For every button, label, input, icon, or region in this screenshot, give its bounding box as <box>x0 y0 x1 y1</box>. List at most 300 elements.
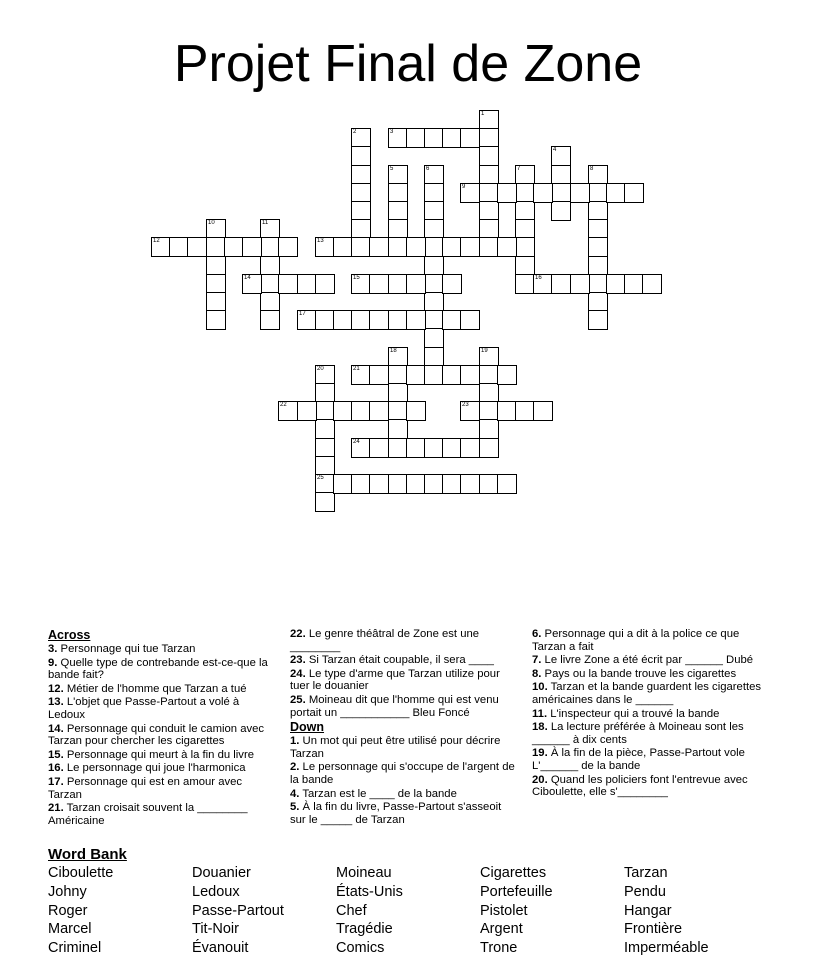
crossword-cell[interactable] <box>369 474 389 494</box>
crossword-cell[interactable] <box>479 438 499 458</box>
word-bank-title: Word Bank <box>48 846 127 863</box>
clue-item <box>48 657 276 682</box>
clue-item <box>48 749 276 762</box>
crossword-cell[interactable] <box>588 183 608 203</box>
crossword-cell[interactable] <box>297 401 317 421</box>
word-bank-word: Roger <box>48 902 88 919</box>
crossword-cell[interactable] <box>388 310 408 330</box>
crossword-cell[interactable] <box>260 274 280 294</box>
crossword-cell[interactable] <box>315 383 335 403</box>
word-bank-word: États-Unis <box>336 883 403 900</box>
clue-number-label: 17. <box>48 775 64 788</box>
crossword-cell[interactable] <box>388 237 408 257</box>
crossword-cell[interactable] <box>351 310 371 330</box>
clue-number-label: 23. <box>290 654 306 667</box>
word-bank-word: Tarzan <box>624 865 668 881</box>
crossword-cell[interactable] <box>551 183 571 203</box>
crossword-cell[interactable] <box>515 219 535 239</box>
crossword-cell[interactable] <box>315 310 335 330</box>
word-bank-word: Évanouit <box>192 940 249 957</box>
crossword-cell[interactable] <box>369 237 389 257</box>
clue-column-2 <box>290 628 518 827</box>
crossword-cell[interactable] <box>242 274 262 294</box>
crossword-cell[interactable] <box>588 274 608 294</box>
clue-number: 21 <box>353 366 360 372</box>
crossword-cell[interactable] <box>315 438 335 458</box>
crossword-cell[interactable] <box>479 474 499 494</box>
clue-number: 10 <box>208 220 215 226</box>
crossword-cell[interactable] <box>406 310 426 330</box>
word-bank-word: Argent <box>480 921 523 938</box>
crossword-cell[interactable] <box>479 401 499 421</box>
clue-column-1 <box>48 628 276 828</box>
crossword-cell[interactable] <box>515 201 535 221</box>
clue-text: Le personnage qui joue l'harmonica <box>63 762 246 775</box>
clue-text: Le type d'arme que Tarzan utilize pour tuer le douanier <box>290 667 500 693</box>
clue-text: L'objet que Passe-Partout a volé à Ledoux <box>48 696 240 721</box>
crossword-cell[interactable] <box>442 310 462 330</box>
crossword-cell[interactable] <box>278 274 298 294</box>
clue-number: 12 <box>153 238 160 244</box>
crossword-cell[interactable] <box>570 274 590 294</box>
crossword-cell[interactable] <box>206 256 226 276</box>
clue-number-label: 5. <box>290 801 300 814</box>
crossword-cell[interactable] <box>388 365 408 385</box>
crossword-cell[interactable] <box>224 237 244 257</box>
crossword-cell[interactable] <box>424 128 444 148</box>
crossword-cell[interactable] <box>206 237 226 257</box>
clue-number-label: 14. <box>48 722 64 735</box>
crossword-cell[interactable] <box>515 401 535 421</box>
crossword-cell[interactable] <box>388 347 408 367</box>
crossword-cell[interactable] <box>424 201 444 221</box>
crossword-cell[interactable] <box>315 237 335 257</box>
crossword-cell[interactable] <box>333 310 353 330</box>
clue-text: Le livre Zone a été écrit par ______ Dubé <box>541 654 754 667</box>
crossword-cell[interactable] <box>406 438 426 458</box>
clue-number: 23 <box>462 402 469 408</box>
crossword-cell[interactable] <box>424 292 444 312</box>
clue-number-label: 2. <box>290 761 300 774</box>
clue-number: 17 <box>299 311 306 317</box>
crossword-cell[interactable] <box>260 310 280 330</box>
clue-number-label: 9. <box>48 656 58 669</box>
crossword-cell[interactable] <box>424 474 444 494</box>
crossword-cell[interactable] <box>369 310 389 330</box>
crossword-cell[interactable] <box>442 128 462 148</box>
crossword-cell[interactable] <box>442 365 462 385</box>
crossword-cell[interactable] <box>479 365 499 385</box>
crossword-cell[interactable] <box>515 256 535 276</box>
clue-text: À la fin du livre, Passe-Partout s'asseoit sur le _____ de Tarzan <box>290 801 502 826</box>
crossword-cell[interactable] <box>351 128 371 148</box>
clue-item <box>290 654 518 667</box>
crossword-cell[interactable] <box>315 474 335 494</box>
clue-text: Si Tarzan était coupable, il sera ____ <box>305 654 494 667</box>
crossword-cell[interactable] <box>297 310 317 330</box>
crossword-cell[interactable] <box>588 237 608 257</box>
clue-number-label: 11. <box>532 707 548 720</box>
word-bank-word: Chef <box>336 902 367 919</box>
word-bank-word: Hangar <box>624 902 672 919</box>
clue-text: Tarzan est le ____ de la bande <box>299 787 457 800</box>
clue-number: 14 <box>244 275 251 281</box>
crossword-cell[interactable] <box>278 237 298 257</box>
crossword-cell[interactable] <box>333 401 353 421</box>
clue-number-label: 4. <box>290 787 300 800</box>
crossword-cell[interactable] <box>479 110 499 130</box>
word-bank-word: Imperméable <box>624 940 709 957</box>
clue-number: 19 <box>481 348 488 354</box>
crossword-cell[interactable] <box>351 165 371 185</box>
clue-text: L'inspecteur qui a trouvé la bande <box>547 707 720 720</box>
word-bank-word: Passe-Partout <box>192 902 284 919</box>
word-bank-column <box>48 864 113 958</box>
word-bank-word: Frontière <box>624 921 683 938</box>
crossword-cell[interactable] <box>479 165 499 185</box>
clue-number: 15 <box>353 275 360 281</box>
word-bank-column <box>336 864 403 958</box>
clue-item <box>290 628 518 653</box>
down-clues-b <box>532 628 764 799</box>
crossword-cell[interactable] <box>388 474 408 494</box>
crossword-cell[interactable] <box>624 183 644 203</box>
crossword-cell[interactable] <box>533 274 553 294</box>
crossword-cell[interactable] <box>424 438 444 458</box>
crossword-cell[interactable] <box>388 419 408 439</box>
crossword-cell[interactable] <box>351 401 371 421</box>
down-heading: Down <box>290 720 325 735</box>
clue-text: Quelle type de contrebande est-ce-que la bande fait? <box>48 656 268 682</box>
crossword-cell[interactable] <box>260 256 280 276</box>
crossword-cell[interactable] <box>315 401 335 421</box>
clue-number-label: 8. <box>532 667 542 680</box>
clue-number: 20 <box>317 366 324 372</box>
crossword-cell[interactable] <box>515 165 535 185</box>
crossword-cell[interactable] <box>206 274 226 294</box>
clue-item <box>532 774 764 799</box>
crossword-cell[interactable] <box>406 401 426 421</box>
crossword-cell[interactable] <box>260 292 280 312</box>
clue-text: Tarzan et la bande guardent les cigarettes américaines dans le ______ <box>532 681 762 706</box>
clue-text: Tarzan croisait souvent la ________ Américaine <box>48 802 248 827</box>
crossword-cell[interactable] <box>533 401 553 421</box>
crossword-cell[interactable] <box>460 438 480 458</box>
clue-item <box>48 802 276 827</box>
word-bank-word: Ciboulette <box>48 865 114 881</box>
crossword-cell[interactable] <box>460 474 480 494</box>
clue-number: 13 <box>317 238 324 244</box>
crossword-cell[interactable] <box>351 237 371 257</box>
word-bank-word: Tit-Noir <box>192 921 239 938</box>
crossword-cell[interactable] <box>588 201 608 221</box>
crossword-cell[interactable] <box>388 438 408 458</box>
crossword-cell[interactable] <box>479 383 499 403</box>
crossword-cell[interactable] <box>315 419 335 439</box>
crossword-cell[interactable] <box>497 237 517 257</box>
crossword-cell[interactable] <box>424 183 444 203</box>
clue-item <box>532 668 764 681</box>
crossword-cell[interactable] <box>369 274 389 294</box>
crossword-cell[interactable] <box>551 274 571 294</box>
clue-number-label: 10. <box>532 681 548 694</box>
clue-number-label: 22. <box>290 628 306 640</box>
crossword-cell[interactable] <box>479 419 499 439</box>
clue-item <box>48 643 276 656</box>
crossword-cell[interactable] <box>479 128 499 148</box>
clue-number-label: 25. <box>290 693 306 706</box>
crossword-cell[interactable] <box>187 237 207 257</box>
crossword-cell[interactable] <box>351 201 371 221</box>
clue-number-label: 15. <box>48 748 64 761</box>
word-bank-word: Tragédie <box>336 921 393 938</box>
clue-number: 7 <box>517 166 521 172</box>
crossword-cell[interactable] <box>460 128 480 148</box>
crossword-cell[interactable] <box>388 383 408 403</box>
clue-item <box>532 654 764 667</box>
crossword-cell[interactable] <box>442 474 462 494</box>
clue-item <box>48 762 276 775</box>
crossword-cell[interactable] <box>606 274 626 294</box>
clue-item <box>290 801 518 826</box>
clue-item <box>48 723 276 748</box>
word-bank-word: Criminel <box>48 940 102 957</box>
crossword-cell[interactable] <box>260 219 280 239</box>
crossword-cell[interactable] <box>460 365 480 385</box>
crossword-cell[interactable] <box>388 183 408 203</box>
crossword-cell[interactable] <box>479 201 499 221</box>
clue-number-label: 24. <box>290 667 306 680</box>
clue-number-label: 16. <box>48 762 64 775</box>
clue-column-3 <box>532 628 764 800</box>
clue-item <box>532 681 764 706</box>
clue-number-label: 1. <box>290 735 300 748</box>
crossword-cell[interactable] <box>497 183 517 203</box>
clue-text: Personnage qui a dit à la police ce que Tarzan a fait <box>532 628 740 653</box>
crossword-cell[interactable] <box>551 165 571 185</box>
across-clues-a <box>48 643 276 827</box>
crossword-cell[interactable] <box>315 274 335 294</box>
word-bank-word: Moineau <box>336 865 392 881</box>
clue-number: 25 <box>317 475 324 481</box>
clue-text: Le personnage qui s'occupe de l'argent de la bande <box>290 761 515 786</box>
crossword-cell[interactable] <box>351 438 371 458</box>
word-bank-word: Portefeuille <box>480 883 553 900</box>
clue-number: 1 <box>481 111 485 117</box>
crossword-cell[interactable] <box>406 474 426 494</box>
clue-number: 5 <box>390 166 394 172</box>
crossword-cell[interactable] <box>479 237 499 257</box>
crossword-cell[interactable] <box>588 165 608 185</box>
crossword-cell[interactable] <box>351 146 371 166</box>
clue-item <box>532 721 764 746</box>
crossword-cell[interactable] <box>551 201 571 221</box>
crossword-cell[interactable] <box>388 219 408 239</box>
clue-text: La lecture préférée à Moineau sont les ______ à dix cents <box>532 721 744 746</box>
crossword-cell[interactable] <box>424 310 444 330</box>
clue-number: 18 <box>390 348 397 354</box>
crossword-cell[interactable] <box>460 237 480 257</box>
crossword-cell[interactable] <box>297 274 317 294</box>
crossword-cell[interactable] <box>388 128 408 148</box>
crossword-cell[interactable] <box>424 256 444 276</box>
clue-number: 9 <box>462 184 466 190</box>
crossword-cell[interactable] <box>442 274 462 294</box>
crossword-cell[interactable] <box>388 201 408 221</box>
crossword-cell[interactable] <box>497 401 517 421</box>
clue-text: Personnage qui tue Tarzan <box>57 643 196 655</box>
clue-number-label: 6. <box>532 628 542 640</box>
word-bank-word: Trone <box>480 940 518 957</box>
crossword-cell[interactable] <box>351 274 371 294</box>
clue-item <box>290 761 518 786</box>
down-clues-a <box>290 735 518 826</box>
crossword-cell[interactable] <box>570 183 590 203</box>
crossword-cell[interactable] <box>369 365 389 385</box>
clue-number-label: 18. <box>532 721 548 734</box>
crossword-cell[interactable] <box>315 456 335 476</box>
crossword-cell[interactable] <box>442 237 462 257</box>
clue-number: 11 <box>262 220 269 226</box>
crossword-cell[interactable] <box>442 438 462 458</box>
clue-item <box>290 694 518 719</box>
crossword-cell[interactable] <box>406 365 426 385</box>
crossword-cell[interactable] <box>497 474 517 494</box>
clue-item <box>48 683 276 696</box>
clue-number: 16 <box>535 275 542 281</box>
crossword-cell[interactable] <box>460 401 480 421</box>
clue-text: Personnage qui conduit le camion avec Tarzan pour chercher les cigarettes <box>48 722 265 748</box>
crossword-cell[interactable] <box>424 219 444 239</box>
crossword-cell[interactable] <box>351 183 371 203</box>
clue-item <box>532 628 764 653</box>
word-bank-word: Cigarettes <box>480 865 547 881</box>
crossword-cell[interactable] <box>406 237 426 257</box>
crossword-cell[interactable] <box>260 237 280 257</box>
crossword-cell[interactable] <box>424 274 444 294</box>
clue-item <box>48 696 276 721</box>
crossword-cell[interactable] <box>642 274 662 294</box>
clue-number-label: 3. <box>48 643 58 655</box>
word-bank-word: Ledoux <box>192 883 240 900</box>
clue-number-label: 19. <box>532 747 548 760</box>
crossword-cell[interactable] <box>624 274 644 294</box>
crossword-cell[interactable] <box>151 237 171 257</box>
crossword-cell[interactable] <box>388 401 408 421</box>
crossword-cell[interactable] <box>460 310 480 330</box>
clue-item <box>290 788 518 801</box>
word-bank-word: Pistolet <box>480 902 528 919</box>
crossword-cell[interactable] <box>333 474 353 494</box>
word-bank-word: Johny <box>48 883 87 900</box>
crossword-cell[interactable] <box>479 183 499 203</box>
crossword-cell[interactable] <box>406 128 426 148</box>
clue-number: 8 <box>590 166 594 172</box>
clue-item <box>532 708 764 721</box>
crossword-cell[interactable] <box>515 274 535 294</box>
crossword-cell[interactable] <box>424 347 444 367</box>
crossword-cell[interactable] <box>278 401 298 421</box>
crossword-cell[interactable] <box>588 256 608 276</box>
word-bank-column <box>480 864 553 958</box>
clue-text: Pays ou la bande trouve les cigarettes <box>541 667 737 680</box>
crossword-cell[interactable] <box>588 292 608 312</box>
word-bank-column <box>624 864 709 958</box>
crossword-cell[interactable] <box>515 183 535 203</box>
crossword-cell[interactable] <box>206 219 226 239</box>
crossword-cell[interactable] <box>333 237 353 257</box>
crossword-cell[interactable] <box>369 401 389 421</box>
word-bank-word: Comics <box>336 940 385 957</box>
word-bank-column <box>192 864 284 958</box>
page-title: Projet Final de Zone <box>173 35 643 93</box>
clue-number: 3 <box>390 129 394 135</box>
clue-number: 22 <box>280 402 287 408</box>
clue-text: À la fin de la pièce, Passe-Partout vole L'______ de la bande <box>532 747 745 772</box>
crossword-cell[interactable] <box>424 328 444 348</box>
crossword-cell[interactable] <box>206 292 226 312</box>
crossword-cell[interactable] <box>479 347 499 367</box>
crossword-cell[interactable] <box>388 165 408 185</box>
word-bank-word: Marcel <box>48 921 92 938</box>
crossword-cell[interactable] <box>206 310 226 330</box>
crossword-cell[interactable] <box>424 165 444 185</box>
crossword-cell[interactable] <box>351 219 371 239</box>
crossword-cell[interactable] <box>479 219 499 239</box>
crossword-cell[interactable] <box>424 237 444 257</box>
clue-number: 2 <box>353 129 357 135</box>
crossword-cell[interactable] <box>315 492 335 512</box>
word-bank-word: Pendu <box>624 883 666 900</box>
crossword-cell[interactable] <box>460 183 480 203</box>
crossword-cell[interactable] <box>169 237 189 257</box>
crossword-cell[interactable] <box>388 274 408 294</box>
crossword-cell[interactable] <box>369 438 389 458</box>
clue-number-label: 13. <box>48 696 64 709</box>
crossword-cell[interactable] <box>406 274 426 294</box>
clue-number-label: 12. <box>48 682 64 695</box>
crossword-cell[interactable] <box>606 183 626 203</box>
crossword-cell[interactable] <box>588 219 608 239</box>
word-bank-word: Douanier <box>192 865 251 881</box>
crossword-cell[interactable] <box>242 237 262 257</box>
clue-item <box>290 735 518 760</box>
crossword-cell[interactable] <box>515 237 535 257</box>
crossword-cell[interactable] <box>351 474 371 494</box>
crossword-cell[interactable] <box>533 183 553 203</box>
crossword-cell[interactable] <box>315 365 335 385</box>
clue-number-label: 20. <box>532 773 548 786</box>
crossword-cell[interactable] <box>479 146 499 166</box>
crossword-cell[interactable] <box>551 146 571 166</box>
clue-text: Un mot qui peut être utilisé pour décrire Tarzan <box>290 735 501 760</box>
crossword-cell[interactable] <box>351 365 371 385</box>
clue-number: 24 <box>353 439 360 445</box>
clue-text: Quand les policiers font l'entrevue avec Ciboulette, elle s'________ <box>532 773 748 799</box>
crossword-cell[interactable] <box>424 365 444 385</box>
across-heading: Across <box>48 628 91 642</box>
clue-item <box>48 776 276 801</box>
clue-text: Personnage qui est en amour avec Tarzan <box>48 775 243 801</box>
clue-number: 4 <box>553 147 557 153</box>
clue-item <box>290 668 518 693</box>
clue-number-label: 21. <box>48 802 64 815</box>
crossword-cell[interactable] <box>497 365 517 385</box>
clue-text: Métier de l'homme que Tarzan a tué <box>63 682 247 695</box>
crossword-cell[interactable] <box>588 310 608 330</box>
clue-number-label: 7. <box>532 654 542 667</box>
clue-item <box>532 747 764 772</box>
